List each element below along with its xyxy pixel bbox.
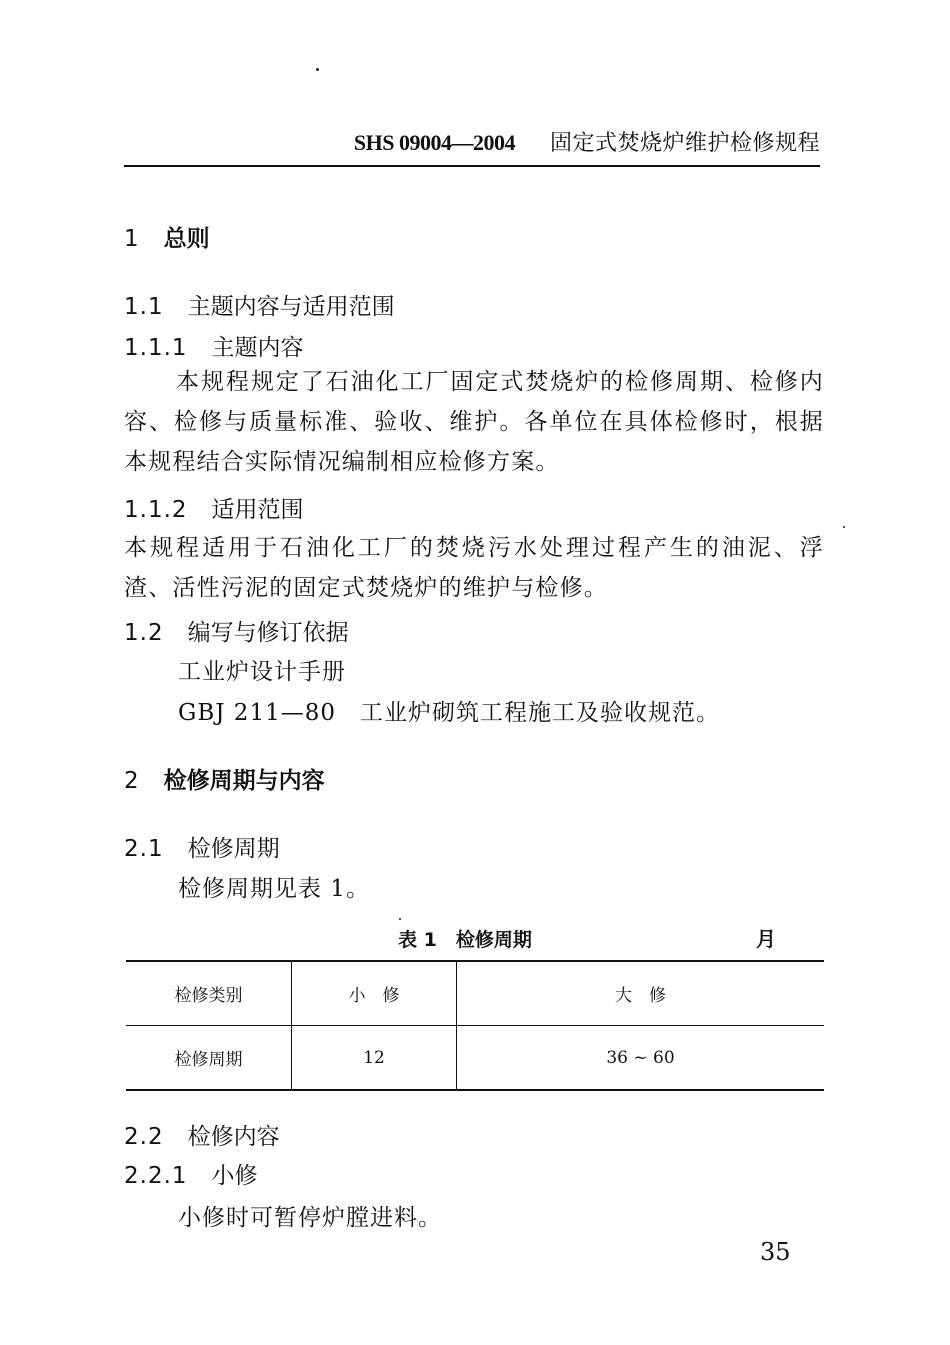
subsubsection-heading: 1.1.1 主题内容	[124, 335, 304, 361]
section-heading: 1 总则	[124, 226, 210, 252]
section-heading: 2 检修周期与内容	[124, 768, 325, 794]
stray-mark	[843, 526, 845, 528]
running-header	[354, 126, 820, 157]
table-cell: 12	[292, 1026, 457, 1091]
table-caption: 表 1 检修周期	[398, 929, 532, 951]
table-header-cell: 大 修	[457, 961, 825, 1026]
stray-mark	[316, 68, 319, 71]
paragraph-minor-repair: 小修时可暂停炉膛进料。	[178, 1205, 442, 1231]
table-cell: 检修周期	[126, 1026, 292, 1091]
table-unit: 月	[756, 927, 776, 951]
table-header-row	[126, 961, 824, 1026]
page-number: 35	[760, 1238, 791, 1266]
subsection-heading: 1.1 主题内容与适用范围	[124, 294, 395, 320]
maintenance-cycle-table	[126, 960, 824, 1091]
standard-code: SHS 09004—2004	[353, 130, 515, 155]
subsection-heading: 1.2 编写与修订依据	[124, 620, 349, 646]
table-header-cell: 检修类别	[126, 961, 292, 1026]
paragraph-subject-content: 本规程规定了石油化工厂固定式焚烧炉的检修周期、检修内容、检修与质量标准、验收、维护。各单位在具体检修时，根据本规程结合实际情况编制相应检修方案。	[124, 369, 824, 475]
subsection-heading: 2.2 检修内容	[124, 1124, 280, 1150]
subsubsection-heading: 1.1.2 适用范围	[124, 497, 304, 523]
reference-item: 工业炉设计手册	[178, 659, 346, 685]
stray-mark	[399, 918, 401, 920]
table-row	[126, 1026, 824, 1091]
paragraph-table-ref: 检修周期见表 1。	[178, 876, 370, 902]
subsection-heading: 2.1 检修周期	[124, 836, 280, 862]
reference-item: GBJ 211—80 工业炉砌筑工程施工及验收规范。	[178, 700, 720, 726]
table-cell: 36 ~ 60	[457, 1026, 825, 1091]
document-title: 固定式焚烧炉维护检修规程	[549, 131, 820, 156]
paragraph-scope: 本规程适用于石油化工厂的焚烧污水处理过程产生的油泥、浮渣、活性污泥的固定式焚烧炉的维护与检修。	[124, 535, 824, 601]
table-header-cell: 小 修	[292, 961, 457, 1026]
header-rule	[124, 165, 820, 167]
subsubsection-heading: 2.2.1 小修	[124, 1163, 258, 1189]
